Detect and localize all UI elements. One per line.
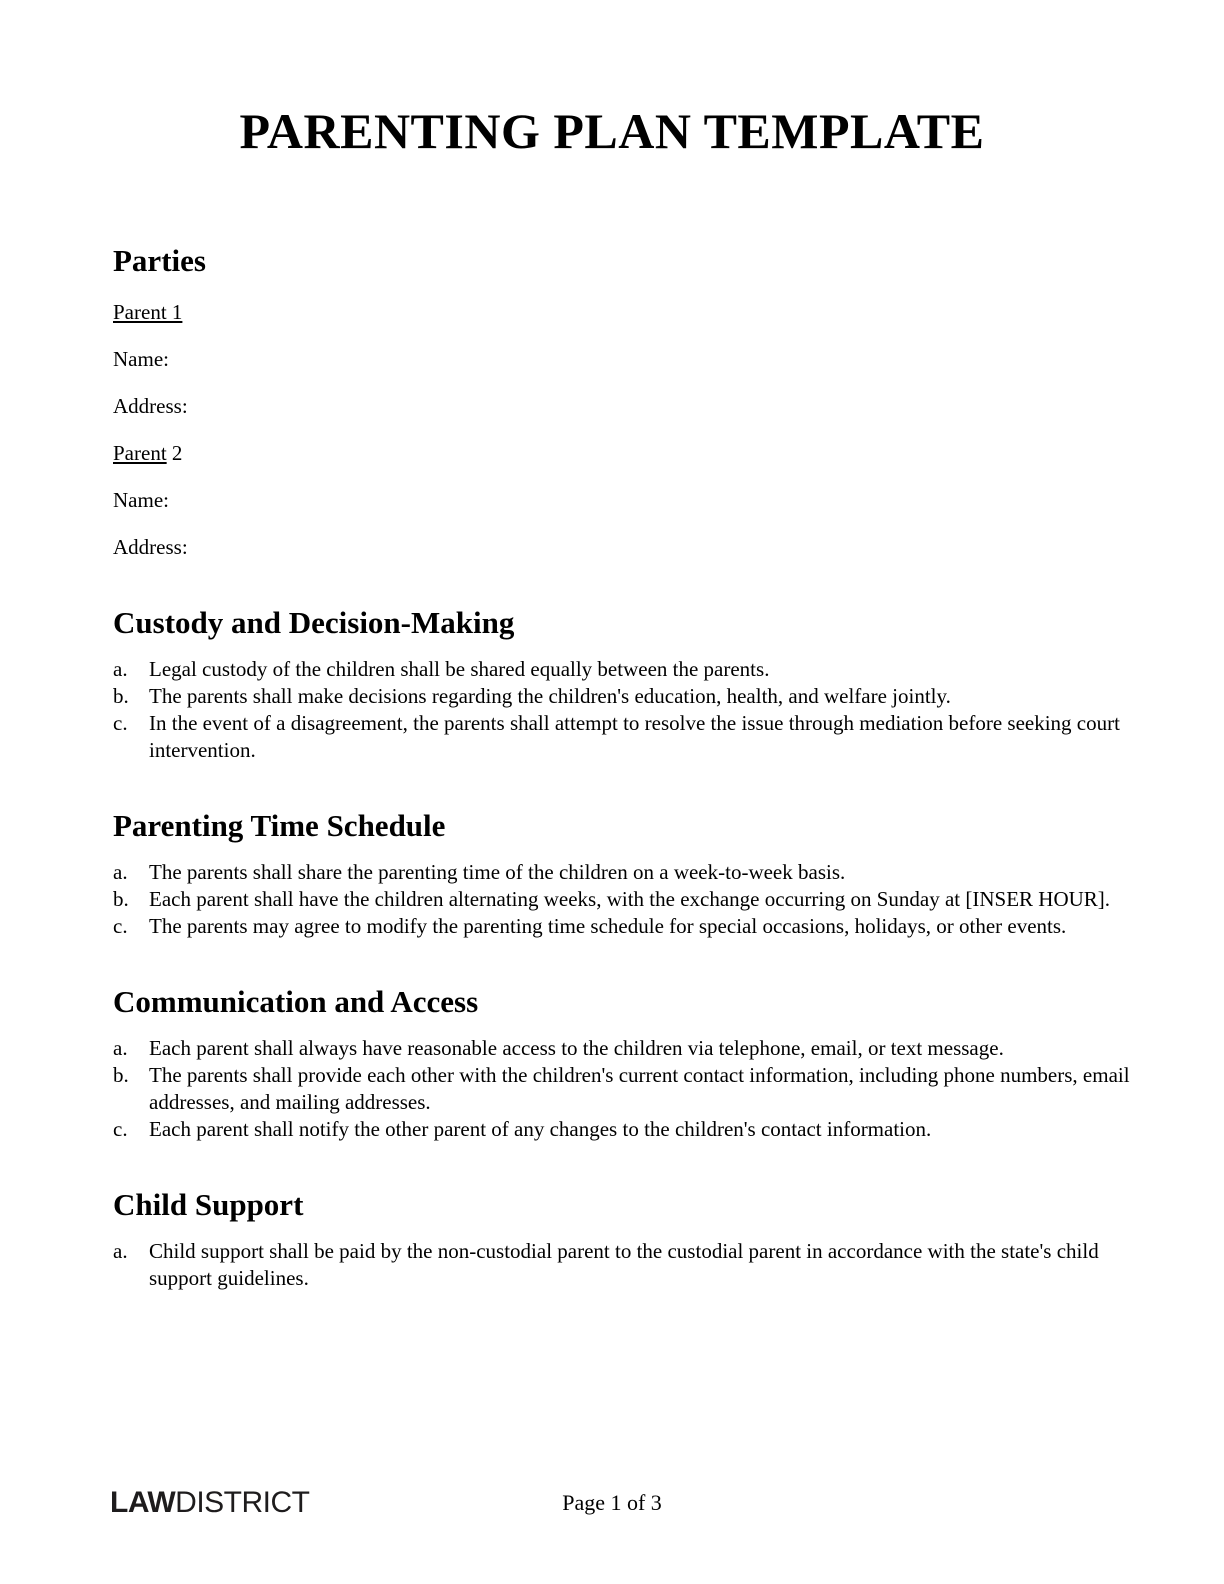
logo-regular-part: DISTRICT [175, 1486, 310, 1519]
clause-text: Each parent shall have the children alternating weeks, with the exchange occurring on Sunday at [INSER HOUR]. [149, 887, 1111, 911]
document-body [0, 243, 1224, 1292]
clause-text: In the event of a disagreement, the parents shall attempt to resolve the issue through mediation before seeking court intervention. [149, 711, 1120, 762]
clause-list-parenting-time [113, 859, 1149, 940]
parties-heading: Parties [113, 243, 206, 278]
clause-item [113, 1035, 1149, 1062]
parent2-label-suffix: 2 [166, 441, 183, 465]
parent2-underlined-text: Parent [113, 441, 167, 465]
clause-text: The parents shall share the parenting time of the children on a week-to-week basis. [149, 860, 846, 884]
page-number: Page 1 of 3 [562, 1490, 662, 1515]
clause-marker: a. [113, 1036, 128, 1060]
logo-bold-part: LAW [110, 1486, 176, 1519]
clause-text: Each parent shall always have reasonable access to the children via telephone, email, or text message. [149, 1036, 1004, 1060]
section-heading-custody: Custody and Decision-Making [113, 605, 515, 640]
parent1-address-field-label: Address: [113, 394, 188, 418]
clause-marker: a. [113, 860, 128, 884]
parent1-name-field-label: Name: [113, 347, 169, 371]
section-heading-communication: Communication and Access [113, 984, 479, 1019]
clause-item [113, 710, 1149, 764]
clause-text: Legal custody of the children shall be shared equally between the parents. [149, 657, 770, 681]
section-heading-child-support: Child Support [113, 1187, 304, 1222]
clause-text: The parents shall make decisions regarding the children's education, health, and welfare jointly. [149, 684, 951, 708]
document-title: PARENTING PLAN TEMPLATE [239, 103, 985, 159]
clause-marker: a. [113, 657, 128, 681]
parent2-name-field-label: Name: [113, 488, 169, 512]
lawdistrict-logo [110, 1486, 309, 1520]
clause-text: The parents shall provide each other with the children's current contact information, including phone numbers, email addresses, and mailing addresses. [149, 1063, 1130, 1114]
clause-list-communication [113, 1035, 1149, 1143]
clause-marker: c. [113, 1117, 128, 1141]
clause-item [113, 886, 1149, 913]
clause-text: Child support shall be paid by the non-custodial parent to the custodial parent in accordance with the state's child support guidelines. [149, 1239, 1099, 1290]
clause-text: Each parent shall notify the other parent of any changes to the children's contact information. [149, 1117, 932, 1141]
clause-marker: b. [113, 887, 129, 911]
parent1-underlined-text: Parent 1 [113, 300, 183, 324]
clause-list-custody [113, 656, 1149, 764]
clause-item [113, 656, 1149, 683]
clause-list-child-support [113, 1238, 1149, 1292]
parent2-label [113, 440, 1149, 467]
page-footer [0, 1484, 1224, 1522]
clause-marker: c. [113, 711, 128, 735]
clause-marker: c. [113, 914, 128, 938]
clause-text: The parents may agree to modify the parenting time schedule for special occasions, holidays, or other events. [149, 914, 1067, 938]
clause-item [113, 683, 1149, 710]
section-heading-parenting-time: Parenting Time Schedule [113, 808, 446, 843]
clause-item [113, 1062, 1149, 1116]
parent2-address-field-label: Address: [113, 535, 188, 559]
clause-marker: b. [113, 1063, 129, 1087]
clause-item [113, 859, 1149, 886]
clause-marker: a. [113, 1239, 128, 1263]
clause-item [113, 913, 1149, 940]
clause-item [113, 1238, 1149, 1292]
clause-item [113, 1116, 1149, 1143]
parent1-label [113, 299, 1149, 326]
clause-marker: b. [113, 684, 129, 708]
